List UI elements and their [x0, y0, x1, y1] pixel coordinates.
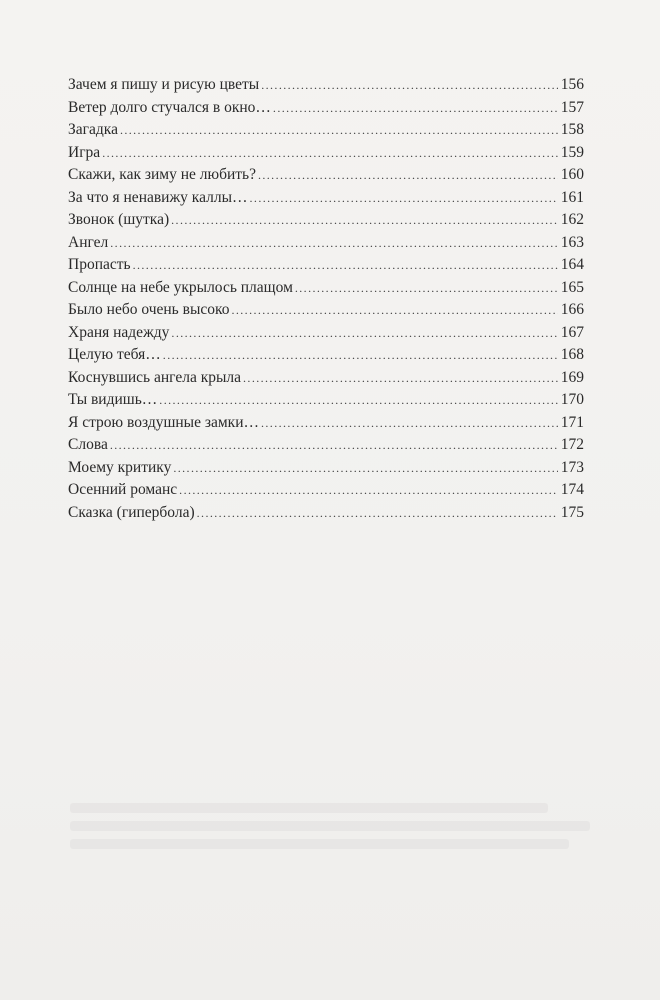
- toc-entry: [68, 119, 584, 142]
- toc-entry-page: 158: [560, 121, 584, 138]
- dot-leader: [133, 254, 558, 277]
- dot-leader: [261, 412, 558, 435]
- toc-entry-page: 174: [560, 481, 584, 498]
- dot-leader: [243, 367, 558, 390]
- toc-entry-page: 164: [560, 256, 584, 273]
- toc-entry-page: 172: [560, 436, 584, 453]
- toc-entry: [68, 209, 584, 232]
- dot-leader: [120, 119, 558, 142]
- toc-entry-title: Пропасть: [68, 256, 131, 273]
- dot-leader: [197, 502, 558, 525]
- toc-entry-page: 170: [560, 391, 584, 408]
- toc-entry: [68, 187, 584, 210]
- toc-entry-title: Коснувшись ангела крыла: [68, 368, 242, 386]
- toc-entry: [68, 367, 584, 390]
- toc-entry-page: 166: [560, 301, 584, 318]
- table-of-contents: [68, 74, 584, 524]
- dot-leader: [110, 434, 558, 457]
- toc-entry-title: Целую тебя…: [68, 346, 161, 363]
- toc-entry: [68, 254, 584, 277]
- dot-leader: [171, 209, 558, 232]
- toc-entry-title: Я строю воздушные замки…: [68, 413, 259, 431]
- toc-entry-title: Солнце на небе укрылось плащом: [68, 278, 293, 296]
- toc-entry-page: 175: [560, 503, 584, 521]
- show-through-text: [70, 795, 590, 865]
- dot-leader: [258, 164, 558, 187]
- dot-leader: [159, 389, 557, 412]
- toc-entry-title: Было небо очень высоко: [68, 301, 230, 318]
- toc-entry: [68, 142, 584, 165]
- toc-entry-title: Загадка: [68, 121, 118, 138]
- toc-entry: [68, 164, 584, 187]
- dot-leader: [250, 187, 558, 210]
- toc-entry-title: Ветер долго стучался в окно…: [68, 98, 271, 116]
- toc-entry-title: Ты видишь…: [68, 391, 158, 408]
- toc-entry-page: 163: [560, 233, 584, 251]
- toc-entry: [68, 412, 584, 435]
- toc-entry: [68, 299, 584, 322]
- dot-leader: [163, 344, 558, 367]
- dot-leader: [102, 142, 558, 165]
- toc-entry-page: 171: [560, 413, 584, 431]
- toc-entry-title: Сказка (гипербола): [68, 503, 195, 521]
- toc-entry-page: 160: [560, 166, 584, 183]
- toc-entry: [68, 502, 584, 525]
- toc-entry-page: 173: [560, 458, 584, 476]
- dot-leader: [261, 74, 558, 97]
- toc-entry-page: 167: [560, 323, 584, 341]
- dot-leader: [171, 322, 557, 345]
- toc-entry-page: 159: [560, 143, 584, 161]
- toc-entry-title: Игра: [68, 143, 101, 161]
- dot-leader: [179, 479, 558, 502]
- toc-entry-page: 161: [560, 188, 584, 206]
- toc-entry-title: Зачем я пишу и рисую цветы: [68, 76, 260, 93]
- toc-entry: [68, 277, 584, 300]
- toc-entry: [68, 97, 584, 120]
- dot-leader: [173, 457, 557, 480]
- dot-leader: [295, 277, 558, 300]
- toc-entry: [68, 232, 584, 255]
- toc-entry: [68, 389, 584, 412]
- toc-entry-title: Скажи, как зиму не любить?: [68, 166, 256, 183]
- toc-entry-page: 156: [560, 76, 584, 93]
- toc-entry-title: Слова: [68, 436, 108, 453]
- dot-leader: [110, 232, 557, 255]
- toc-entry-title: Ангел: [68, 233, 109, 251]
- toc-entry: [68, 434, 584, 457]
- toc-entry-page: 169: [560, 368, 584, 386]
- toc-entry-title: За что я ненавижу каллы…: [68, 188, 248, 206]
- toc-entry-page: 165: [560, 278, 584, 296]
- toc-entry-title: Звонок (шутка): [68, 211, 170, 228]
- toc-entry-page: 162: [560, 211, 584, 228]
- toc-entry: [68, 322, 584, 345]
- toc-entry-title: Храня надежду: [68, 323, 170, 341]
- toc-entry: [68, 479, 584, 502]
- toc-entry-page: 157: [560, 98, 584, 116]
- toc-entry-page: 168: [560, 346, 584, 363]
- dot-leader: [273, 97, 558, 120]
- toc-entry: [68, 344, 584, 367]
- toc-entry: [68, 457, 584, 480]
- toc-entry: [68, 74, 584, 97]
- toc-entry-title: Моему критику: [68, 458, 172, 476]
- toc-entry-title: Осенний романс: [68, 481, 178, 498]
- dot-leader: [231, 299, 557, 322]
